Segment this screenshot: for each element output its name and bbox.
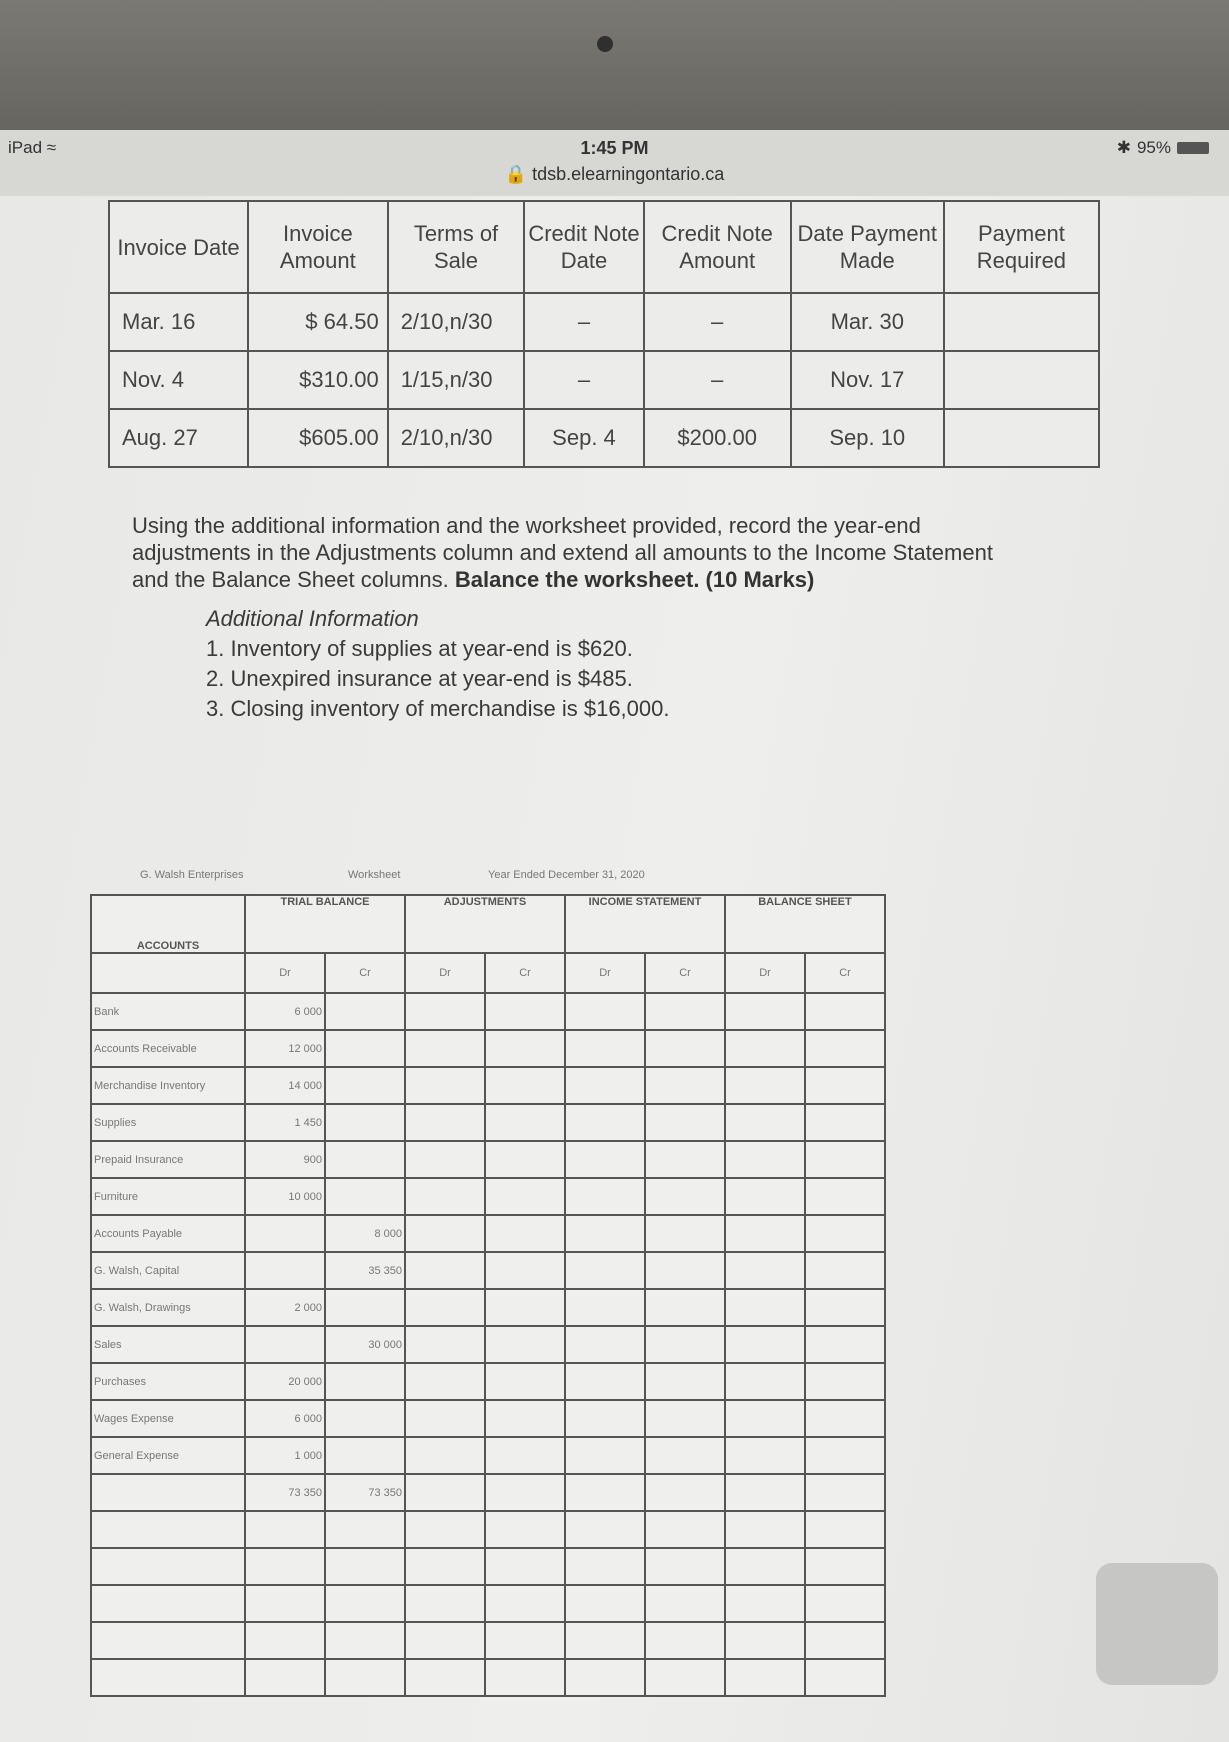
payment-required-cell[interactable] bbox=[944, 351, 1099, 409]
income-cr-cell[interactable] bbox=[645, 1289, 725, 1326]
worksheet-row bbox=[91, 1104, 885, 1141]
trial-dr-cell: 6 000 bbox=[245, 1400, 325, 1437]
adjustments-cr-cell[interactable] bbox=[485, 1289, 565, 1326]
trial-dr-cell: 20 000 bbox=[245, 1363, 325, 1400]
income-cr-cell[interactable] bbox=[645, 1659, 725, 1696]
income-dr-cell[interactable] bbox=[565, 1289, 645, 1326]
adjustments-dr-cell[interactable] bbox=[405, 1548, 485, 1585]
trial-dr-cell: 2 000 bbox=[245, 1289, 325, 1326]
account-cell: Furniture bbox=[91, 1178, 245, 1215]
income-dr-cell[interactable] bbox=[565, 1141, 645, 1178]
trial-dr-cell bbox=[245, 1215, 325, 1252]
cell: Nov. 17 bbox=[791, 351, 944, 409]
adjustments-cr-cell[interactable] bbox=[485, 1104, 565, 1141]
balance-sheet-header: BALANCE SHEET bbox=[725, 895, 885, 953]
worksheet-row bbox=[91, 1326, 885, 1363]
balance-dr-cell[interactable] bbox=[725, 993, 805, 1030]
adjustments-dr-cell[interactable] bbox=[405, 1585, 485, 1622]
worksheet-row bbox=[91, 1548, 885, 1585]
additional-title: Additional Information bbox=[206, 606, 419, 631]
invoice-row bbox=[109, 351, 1099, 409]
adjustments-dr-cell[interactable] bbox=[405, 1474, 485, 1511]
cell: 2/10,n/30 bbox=[388, 293, 525, 351]
adjustments-cr-cell[interactable] bbox=[485, 1511, 565, 1548]
trial-dr-cell: 73 350 bbox=[245, 1474, 325, 1511]
col-terms: Terms of Sale bbox=[388, 201, 525, 293]
income-dr-cell[interactable] bbox=[565, 1363, 645, 1400]
worksheet-row bbox=[91, 1252, 885, 1289]
adjustments-dr-cell[interactable] bbox=[405, 1289, 485, 1326]
income-cr-cell[interactable] bbox=[645, 1141, 725, 1178]
cr-label: Cr bbox=[645, 953, 725, 993]
invoice-row bbox=[109, 293, 1099, 351]
income-cr-cell[interactable] bbox=[645, 993, 725, 1030]
account-cell: Accounts Payable bbox=[91, 1215, 245, 1252]
cell: Nov. 4 bbox=[109, 351, 248, 409]
cell: – bbox=[644, 351, 791, 409]
device-bezel bbox=[0, 0, 1229, 130]
cell: $200.00 bbox=[644, 409, 791, 467]
balance-dr-cell[interactable] bbox=[725, 1067, 805, 1104]
income-dr-cell[interactable] bbox=[565, 1548, 645, 1585]
income-cr-cell[interactable] bbox=[645, 1363, 725, 1400]
address-bar[interactable] bbox=[0, 164, 1229, 185]
instructions bbox=[132, 512, 1032, 593]
cell: Mar. 30 bbox=[791, 293, 944, 351]
info-item: 2. Unexpired insurance at year-end is $485. bbox=[206, 666, 633, 691]
account-cell bbox=[91, 1548, 245, 1585]
account-cell: Purchases bbox=[91, 1363, 245, 1400]
income-dr-cell[interactable] bbox=[565, 1252, 645, 1289]
account-cell bbox=[91, 1585, 245, 1622]
cell: 2/10,n/30 bbox=[388, 409, 525, 467]
balance-cr-cell[interactable] bbox=[805, 1400, 885, 1437]
account-cell: Merchandise Inventory bbox=[91, 1067, 245, 1104]
status-icons bbox=[1117, 138, 1209, 158]
dr-label: Dr bbox=[725, 953, 805, 993]
trial-cr-cell: 73 350 bbox=[325, 1474, 405, 1511]
adjustments-cr-cell[interactable] bbox=[485, 1659, 565, 1696]
dr-label: Dr bbox=[405, 953, 485, 993]
balance-cr-cell[interactable] bbox=[805, 1474, 885, 1511]
trial-cr-cell bbox=[325, 1104, 405, 1141]
adjustments-header: ADJUSTMENTS bbox=[405, 895, 565, 953]
income-cr-cell[interactable] bbox=[645, 1511, 725, 1548]
income-cr-cell[interactable] bbox=[645, 1585, 725, 1622]
income-cr-cell[interactable] bbox=[645, 1400, 725, 1437]
balance-dr-cell[interactable] bbox=[725, 1400, 805, 1437]
instructions-emphasis: Balance the worksheet. (10 Marks) bbox=[454, 567, 815, 592]
adjustments-cr-cell[interactable] bbox=[485, 1252, 565, 1289]
adjustments-dr-cell[interactable] bbox=[405, 1104, 485, 1141]
worksheet-row bbox=[91, 1067, 885, 1104]
trial-dr-cell: 10 000 bbox=[245, 1178, 325, 1215]
cell: $310.00 bbox=[248, 351, 388, 409]
balance-dr-cell[interactable] bbox=[725, 1622, 805, 1659]
trial-dr-cell: 6 000 bbox=[245, 993, 325, 1030]
income-dr-cell[interactable] bbox=[565, 1511, 645, 1548]
worksheet-company: G. Walsh Enterprises bbox=[140, 869, 244, 881]
income-dr-cell[interactable] bbox=[565, 1104, 645, 1141]
income-cr-cell[interactable] bbox=[645, 1067, 725, 1104]
worksheet-row bbox=[91, 993, 885, 1030]
wifi-icon: ≈ bbox=[46, 138, 57, 157]
income-dr-cell[interactable] bbox=[565, 1585, 645, 1622]
trial-dr-cell: 1 000 bbox=[245, 1437, 325, 1474]
balance-cr-cell[interactable] bbox=[805, 1363, 885, 1400]
account-cell: G. Walsh, Drawings bbox=[91, 1289, 245, 1326]
trial-dr-cell: 900 bbox=[245, 1141, 325, 1178]
adjustments-cr-cell[interactable] bbox=[485, 1585, 565, 1622]
trial-cr-cell bbox=[325, 993, 405, 1030]
income-cr-cell[interactable] bbox=[645, 1622, 725, 1659]
balance-cr-cell[interactable] bbox=[805, 1215, 885, 1252]
trial-dr-cell bbox=[245, 1548, 325, 1585]
balance-dr-cell[interactable] bbox=[725, 1252, 805, 1289]
account-cell: Accounts Receivable bbox=[91, 1030, 245, 1067]
adjustments-cr-cell[interactable] bbox=[485, 1548, 565, 1585]
additional-information bbox=[206, 604, 669, 724]
balance-dr-cell[interactable] bbox=[725, 1215, 805, 1252]
trial-dr-cell bbox=[245, 1252, 325, 1289]
cell: $ 64.50 bbox=[248, 293, 388, 351]
bluetooth-icon: ✱ bbox=[1116, 138, 1131, 157]
account-cell: Wages Expense bbox=[91, 1400, 245, 1437]
trial-balance-header: TRIAL BALANCE bbox=[245, 895, 405, 953]
income-cr-cell[interactable] bbox=[645, 1104, 725, 1141]
info-item: 1. Inventory of supplies at year-end is $620. bbox=[206, 636, 633, 661]
trial-dr-cell bbox=[245, 1511, 325, 1548]
worksheet-row bbox=[91, 1585, 885, 1622]
cell: Sep. 10 bbox=[791, 409, 944, 467]
col-credit-note-date: Credit Note Date bbox=[524, 201, 643, 293]
income-dr-cell[interactable] bbox=[565, 993, 645, 1030]
adjustments-cr-cell[interactable] bbox=[485, 1215, 565, 1252]
balance-dr-cell[interactable] bbox=[725, 1141, 805, 1178]
col-credit-note-amount: Credit Note Amount bbox=[644, 201, 791, 293]
income-dr-cell[interactable] bbox=[565, 1030, 645, 1067]
balance-dr-cell[interactable] bbox=[725, 1659, 805, 1696]
income-dr-cell[interactable] bbox=[565, 1067, 645, 1104]
balance-cr-cell[interactable] bbox=[805, 1585, 885, 1622]
camera-dot bbox=[597, 36, 613, 52]
trial-cr-cell bbox=[325, 1363, 405, 1400]
dr-label: Dr bbox=[245, 953, 325, 993]
cell: Aug. 27 bbox=[109, 409, 248, 467]
trial-cr-cell bbox=[325, 1400, 405, 1437]
adjustments-cr-cell[interactable] bbox=[485, 1400, 565, 1437]
cell: Mar. 16 bbox=[109, 293, 248, 351]
cell: – bbox=[524, 293, 643, 351]
adjustments-dr-cell[interactable] bbox=[405, 1437, 485, 1474]
balance-dr-cell[interactable] bbox=[725, 1030, 805, 1067]
cr-label: Cr bbox=[805, 953, 885, 993]
instructions-text: Using the additional information and the worksheet provided, record the year-end adjustments in the Adjustments column and extend all amounts to the Income Statement and the Balance Sheet columns. bbox=[132, 513, 993, 592]
income-dr-cell[interactable] bbox=[565, 1437, 645, 1474]
trial-cr-cell bbox=[325, 1511, 405, 1548]
trial-cr-cell: 35 350 bbox=[325, 1252, 405, 1289]
income-dr-cell[interactable] bbox=[565, 1215, 645, 1252]
worksheet-row bbox=[91, 1511, 885, 1548]
account-cell: Bank bbox=[91, 993, 245, 1030]
col-date-payment: Date Payment Made bbox=[791, 201, 944, 293]
adjustments-dr-cell[interactable] bbox=[405, 993, 485, 1030]
balance-cr-cell[interactable] bbox=[805, 1104, 885, 1141]
adjustments-dr-cell[interactable] bbox=[405, 1178, 485, 1215]
info-item: 3. Closing inventory of merchandise is $16,000. bbox=[206, 696, 670, 721]
balance-dr-cell[interactable] bbox=[725, 1585, 805, 1622]
balance-cr-cell[interactable] bbox=[805, 1437, 885, 1474]
balance-dr-cell[interactable] bbox=[725, 1178, 805, 1215]
income-statement-header: INCOME STATEMENT bbox=[565, 895, 725, 953]
adjustments-dr-cell[interactable] bbox=[405, 1067, 485, 1104]
income-dr-cell[interactable] bbox=[565, 1178, 645, 1215]
balance-cr-cell[interactable] bbox=[805, 1178, 885, 1215]
cr-label: Cr bbox=[485, 953, 565, 993]
trial-dr-cell bbox=[245, 1622, 325, 1659]
cell: $605.00 bbox=[248, 409, 388, 467]
device-name: iPad bbox=[8, 138, 43, 157]
col-invoice-date: Invoice Date bbox=[109, 201, 248, 293]
status-bar bbox=[0, 130, 1229, 196]
cell: – bbox=[644, 293, 791, 351]
battery-percent: 95% bbox=[1136, 138, 1171, 157]
account-cell bbox=[91, 1659, 245, 1696]
income-cr-cell[interactable] bbox=[645, 1548, 725, 1585]
adjustments-cr-cell[interactable] bbox=[485, 993, 565, 1030]
document-page bbox=[0, 196, 1229, 1742]
balance-cr-cell[interactable] bbox=[805, 1548, 885, 1585]
balance-dr-cell[interactable] bbox=[725, 1548, 805, 1585]
account-cell: G. Walsh, Capital bbox=[91, 1252, 245, 1289]
balance-cr-cell[interactable] bbox=[805, 1289, 885, 1326]
balance-cr-cell[interactable] bbox=[805, 1511, 885, 1548]
worksheet-period: Year Ended December 31, 2020 bbox=[488, 869, 645, 881]
balance-dr-cell[interactable] bbox=[725, 1289, 805, 1326]
trial-dr-cell bbox=[245, 1326, 325, 1363]
account-cell: Supplies bbox=[91, 1104, 245, 1141]
income-cr-cell[interactable] bbox=[645, 1252, 725, 1289]
account-cell: Sales bbox=[91, 1326, 245, 1363]
trial-cr-cell bbox=[325, 1030, 405, 1067]
trial-cr-cell bbox=[325, 1548, 405, 1585]
balance-dr-cell[interactable] bbox=[725, 1104, 805, 1141]
worksheet-header-row bbox=[91, 895, 885, 953]
adjustments-dr-cell[interactable] bbox=[405, 1363, 485, 1400]
income-cr-cell[interactable] bbox=[645, 1474, 725, 1511]
adjustments-dr-cell[interactable] bbox=[405, 1659, 485, 1696]
balance-cr-cell[interactable] bbox=[805, 1030, 885, 1067]
invoice-table bbox=[108, 200, 1100, 468]
adjustments-cr-cell[interactable] bbox=[485, 1326, 565, 1363]
income-cr-cell[interactable] bbox=[645, 1326, 725, 1363]
trial-cr-cell: 30 000 bbox=[325, 1326, 405, 1363]
dr-cr-row bbox=[91, 953, 885, 993]
trial-cr-cell bbox=[325, 1289, 405, 1326]
trial-cr-cell bbox=[325, 1437, 405, 1474]
worksheet-row bbox=[91, 1289, 885, 1326]
account-cell: Prepaid Insurance bbox=[91, 1141, 245, 1178]
adjustments-dr-cell[interactable] bbox=[405, 1030, 485, 1067]
adjustments-cr-cell[interactable] bbox=[485, 1363, 565, 1400]
trial-cr-cell bbox=[325, 1067, 405, 1104]
dr-label: Dr bbox=[565, 953, 645, 993]
adjustments-cr-cell[interactable] bbox=[485, 1141, 565, 1178]
adjustments-dr-cell[interactable] bbox=[405, 1141, 485, 1178]
income-cr-cell[interactable] bbox=[645, 1215, 725, 1252]
clock: 1:45 PM bbox=[580, 138, 649, 158]
worksheet-row bbox=[91, 1363, 885, 1400]
balance-cr-cell[interactable] bbox=[805, 1659, 885, 1696]
trial-dr-cell bbox=[245, 1659, 325, 1696]
adjustments-cr-cell[interactable] bbox=[485, 1178, 565, 1215]
lock-icon: 🔒 bbox=[504, 164, 528, 184]
income-dr-cell[interactable] bbox=[565, 1622, 645, 1659]
income-cr-cell[interactable] bbox=[645, 1030, 725, 1067]
adjustments-cr-cell[interactable] bbox=[485, 1030, 565, 1067]
worksheet-row bbox=[91, 1141, 885, 1178]
balance-cr-cell[interactable] bbox=[805, 993, 885, 1030]
balance-dr-cell[interactable] bbox=[725, 1474, 805, 1511]
adjustments-cr-cell[interactable] bbox=[485, 1622, 565, 1659]
worksheet-row bbox=[91, 1474, 885, 1511]
balance-dr-cell[interactable] bbox=[725, 1363, 805, 1400]
adjustments-dr-cell[interactable] bbox=[405, 1400, 485, 1437]
cell: Sep. 4 bbox=[524, 409, 643, 467]
income-dr-cell[interactable] bbox=[565, 1659, 645, 1696]
accounts-header: ACCOUNTS bbox=[91, 895, 245, 953]
trial-dr-cell: 14 000 bbox=[245, 1067, 325, 1104]
balance-dr-cell[interactable] bbox=[725, 1326, 805, 1363]
account-cell bbox=[91, 1474, 245, 1511]
url-text: tdsb.elearningontario.ca bbox=[532, 164, 725, 184]
invoice-row bbox=[109, 409, 1099, 467]
worksheet-table bbox=[90, 894, 886, 1697]
balance-cr-cell[interactable] bbox=[805, 1141, 885, 1178]
worksheet-row bbox=[91, 1622, 885, 1659]
balance-cr-cell[interactable] bbox=[805, 1622, 885, 1659]
worksheet-row bbox=[91, 1215, 885, 1252]
trial-dr-cell bbox=[245, 1585, 325, 1622]
worksheet-row bbox=[91, 1659, 885, 1696]
worksheet-body bbox=[91, 993, 885, 1696]
cell: 1/15,n/30 bbox=[388, 351, 525, 409]
account-cell: General Expense bbox=[91, 1437, 245, 1474]
trial-cr-cell bbox=[325, 1622, 405, 1659]
adjustments-dr-cell[interactable] bbox=[405, 1326, 485, 1363]
balance-cr-cell[interactable] bbox=[805, 1252, 885, 1289]
worksheet-row bbox=[91, 1400, 885, 1437]
adjustments-cr-cell[interactable] bbox=[485, 1474, 565, 1511]
trial-cr-cell: 8 000 bbox=[325, 1215, 405, 1252]
income-cr-cell[interactable] bbox=[645, 1437, 725, 1474]
worksheet-title: Worksheet bbox=[348, 869, 401, 881]
worksheet-row bbox=[91, 1437, 885, 1474]
income-cr-cell[interactable] bbox=[645, 1178, 725, 1215]
cr-label: Cr bbox=[325, 953, 405, 993]
col-payment-required: Payment Required bbox=[944, 201, 1099, 293]
balance-cr-cell[interactable] bbox=[805, 1067, 885, 1104]
worksheet-row bbox=[91, 1030, 885, 1067]
balance-dr-cell[interactable] bbox=[725, 1511, 805, 1548]
invoice-header-row bbox=[109, 201, 1099, 293]
adjustments-cr-cell[interactable] bbox=[485, 1437, 565, 1474]
balance-cr-cell[interactable] bbox=[805, 1326, 885, 1363]
trial-cr-cell bbox=[325, 1178, 405, 1215]
payment-required-cell[interactable] bbox=[944, 409, 1099, 467]
income-dr-cell[interactable] bbox=[565, 1400, 645, 1437]
adjustments-dr-cell[interactable] bbox=[405, 1511, 485, 1548]
trial-cr-cell bbox=[325, 1141, 405, 1178]
trial-dr-cell: 12 000 bbox=[245, 1030, 325, 1067]
adjustments-dr-cell[interactable] bbox=[405, 1215, 485, 1252]
cell: – bbox=[524, 351, 643, 409]
trial-dr-cell: 1 450 bbox=[245, 1104, 325, 1141]
adjustments-dr-cell[interactable] bbox=[405, 1622, 485, 1659]
floating-assistive-button[interactable] bbox=[1096, 1563, 1218, 1685]
adjustments-dr-cell[interactable] bbox=[405, 1252, 485, 1289]
battery-icon bbox=[1177, 142, 1209, 154]
payment-required-cell[interactable] bbox=[944, 293, 1099, 351]
blank-cell bbox=[91, 953, 245, 993]
account-cell bbox=[91, 1622, 245, 1659]
worksheet-row bbox=[91, 1178, 885, 1215]
trial-cr-cell bbox=[325, 1659, 405, 1696]
trial-cr-cell bbox=[325, 1585, 405, 1622]
balance-dr-cell[interactable] bbox=[725, 1437, 805, 1474]
col-invoice-amount: Invoice Amount bbox=[248, 201, 388, 293]
account-cell bbox=[91, 1511, 245, 1548]
income-dr-cell[interactable] bbox=[565, 1474, 645, 1511]
income-dr-cell[interactable] bbox=[565, 1326, 645, 1363]
adjustments-cr-cell[interactable] bbox=[485, 1067, 565, 1104]
